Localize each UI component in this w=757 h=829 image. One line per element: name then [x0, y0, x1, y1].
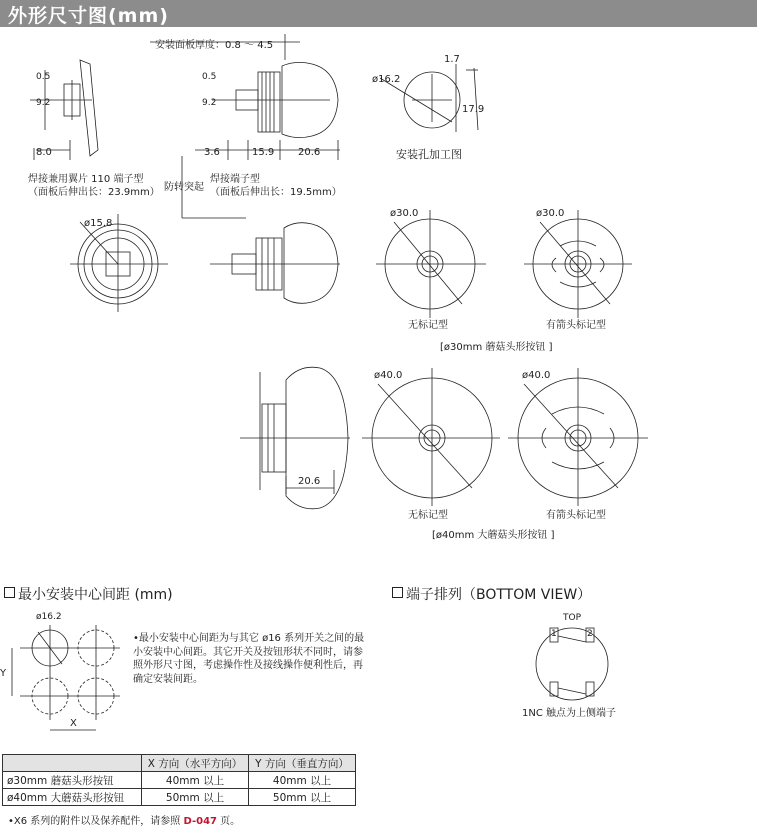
front-view-30mm-no-mark	[376, 210, 486, 318]
terminal-bottom-view	[536, 628, 608, 700]
table-row	[3, 772, 356, 789]
dim-label: 3.6	[204, 147, 220, 158]
dim-label: ø40.0	[374, 370, 403, 381]
caption-solder-ext: （面板后伸出长：19.5mm）	[210, 187, 342, 198]
panel-thickness-label: 安装面板厚度：0.8 ～ 4.5	[155, 40, 274, 51]
dim-label: ø40.0	[522, 370, 551, 381]
terminal-top-label: TOP	[563, 613, 582, 623]
checkbox-square-icon	[4, 587, 15, 598]
spacing-y-label: Y	[0, 668, 7, 679]
pin-2-label: 2	[587, 629, 593, 639]
dim-label: 20.6	[298, 476, 321, 487]
caption-solder: 焊接端子型	[210, 174, 260, 185]
table-header-cell	[3, 755, 142, 772]
caption-no-mark-30: 无标记型	[408, 320, 448, 331]
dim-label: 17.9	[462, 104, 485, 115]
min-spacing-drawing	[12, 625, 120, 730]
dim-label: 15.9	[252, 147, 275, 158]
terminal-caption: 1NC 触点为上侧端子	[522, 708, 617, 719]
dim-label: 0.5	[36, 72, 51, 82]
caption-mounting-hole: 安装孔加工图	[396, 148, 462, 161]
front-view-40mm-arrow	[508, 368, 648, 506]
table-row	[3, 789, 356, 806]
min-spacing-title-text: 最小安装中心间距 (mm)	[18, 587, 173, 603]
dim-label: 9.2	[202, 98, 217, 108]
footnote-pre: •X6 系列的附件以及保养配件，请参照	[8, 816, 184, 827]
table-cell: ø40mm 大蘑菇头形按钮	[3, 789, 142, 806]
pin-1-label: 1	[551, 629, 557, 639]
caption-arrow-mark-40: 有箭头标记型	[546, 510, 606, 521]
table-header-cell: X 方向（水平方向）	[142, 755, 249, 772]
dim-label: 9.2	[36, 98, 51, 108]
spacing-table	[2, 754, 356, 806]
table-header-cell: Y 方向（垂直方向）	[249, 755, 356, 772]
table-cell: 50mm 以上	[142, 789, 249, 806]
caption-no-mark-40: 无标记型	[408, 510, 448, 521]
side-view-30mm	[182, 156, 340, 303]
spacing-x-label: X	[70, 718, 77, 729]
min-spacing-note: •最小安装中心间距为与其它 ø16 系列开关之间的最小安装中心间距。其它开关及按钮形状不同时，请参照外形尺寸图，考虑操作性及接线操作便利性后，再确定安装间距。	[133, 633, 365, 685]
terminal-title-text: 端子排列（BOTTOM VIEW）	[406, 587, 592, 603]
dim-label: 1.7	[444, 54, 460, 65]
dim-label: 20.6	[298, 147, 321, 158]
dim-label: ø30.0	[536, 208, 565, 219]
page-reference-link[interactable]: D-047	[183, 816, 217, 827]
caption-group-40: [ø40mm 大蘑菇头形按钮 ]	[432, 530, 555, 541]
caption-solder-110-ext: （面板后伸出长：23.9mm）	[28, 187, 160, 198]
table-cell: 40mm 以上	[142, 772, 249, 789]
table-cell: 40mm 以上	[249, 772, 356, 789]
table-header-row	[3, 755, 356, 772]
side-view-40mm	[240, 367, 350, 509]
caption-group-30: [ø30mm 蘑菇头形按钮 ]	[440, 342, 553, 353]
min-spacing-title	[4, 584, 173, 604]
footnote-post: 页。	[216, 816, 241, 827]
dim-label: ø16.2	[372, 74, 401, 85]
caption-arrow-mark-30: 有箭头标记型	[546, 320, 606, 331]
terminal-title	[392, 584, 591, 604]
spacing-dia-label: ø16.2	[36, 612, 62, 622]
front-view-40mm-no-mark	[362, 368, 500, 506]
section-title: 外形尺寸图(mm)	[8, 5, 169, 27]
dim-label: 8.0	[36, 147, 52, 158]
dim-label: ø15.8	[84, 218, 113, 229]
caption-solder-110: 焊接兼用翼片 110 端子型	[28, 174, 144, 185]
caption-anti-rotation: 防转突起	[164, 182, 204, 193]
checkbox-square-icon	[392, 587, 403, 598]
front-view-30mm-arrow	[524, 210, 632, 318]
dim-label: 0.5	[202, 72, 217, 82]
footnote	[8, 812, 240, 827]
dim-label: ø30.0	[390, 208, 419, 219]
side-view-solder	[150, 34, 340, 160]
table-cell: 50mm 以上	[249, 789, 356, 806]
table-cell: ø30mm 蘑菇头形按钮	[3, 772, 142, 789]
